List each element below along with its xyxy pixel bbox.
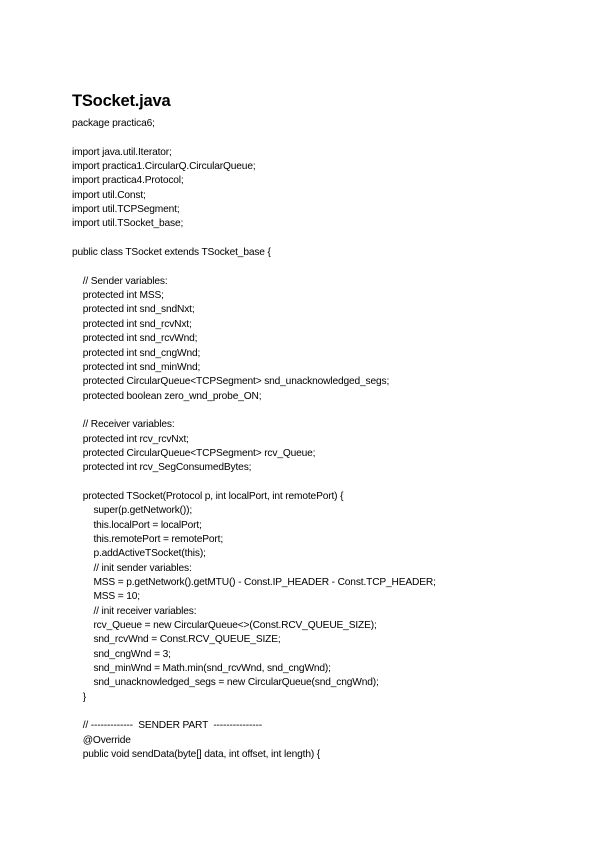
code-line: package practica6; (72, 118, 155, 129)
code-line: import util.TCPSegment; (72, 204, 180, 216)
code-line: MSS = p.getNetwork().getMTU() - Const.IP_HEADER - Const.TCP_HEADER; (72, 577, 436, 588)
code-line: protected boolean zero_wnd_probe_ON; (72, 390, 262, 402)
code-line: // Receiver variables: (72, 419, 175, 431)
code-line: public void sendData(byte[] data, int offset, int length) { (72, 749, 321, 761)
code-line: protected TSocket(Protocol p, int localPort, int remotePort) { (72, 490, 344, 502)
code-line: this.remotePort = remotePort; (72, 533, 223, 545)
code-line: super(p.getNetwork()); (72, 505, 193, 517)
code-line: snd_cngWnd = 3; (72, 648, 171, 660)
code-line: import practica1.CircularQ.CircularQueue; (72, 161, 256, 173)
code-line (72, 260, 572, 274)
code-line: protected int MSS; (72, 290, 164, 302)
code-line: // init sender variables: (72, 562, 192, 574)
code-line (72, 131, 572, 145)
source-code (72, 117, 572, 762)
code-line (72, 476, 572, 490)
code-line (72, 404, 572, 418)
code-line: protected int snd_minWnd; (72, 361, 201, 373)
code-line: // Sender variables: (72, 275, 168, 287)
code-line: // ------------- SENDER PART --------------- (72, 720, 262, 732)
code-line: import util.TSocket_base; (72, 218, 184, 230)
code-line: protected CircularQueue<TCPSegment> snd_unacknowledged_segs; (72, 376, 390, 388)
code-line (72, 232, 572, 246)
code-line: protected int snd_rcvWnd; (72, 333, 198, 345)
code-line: @Override (72, 734, 131, 746)
code-line: this.localPort = localPort; (72, 519, 202, 531)
code-line: MSS = 10; (72, 591, 140, 603)
code-line: rcv_Queue = new CircularQueue<>(Const.RCV_QUEUE_SIZE); (72, 620, 377, 632)
code-line: protected int snd_cngWnd; (72, 347, 201, 359)
code-line: protected CircularQueue<TCPSegment> rcv_Queue; (72, 447, 316, 459)
code-line: p.addActiveTSocket(this); (72, 548, 206, 560)
code-line: snd_rcvWnd = Const.RCV_QUEUE_SIZE; (72, 634, 281, 646)
code-line: import practica4.Protocol; (72, 175, 184, 187)
code-line: import util.Const; (72, 189, 146, 201)
code-line: import java.util.Iterator; (72, 146, 172, 158)
code-line: public class TSocket extends TSocket_base { (72, 247, 271, 259)
code-line: snd_unacknowledged_segs = new CircularQueue(snd_cngWnd); (72, 677, 379, 689)
code-line: protected int snd_sndNxt; (72, 304, 195, 316)
code-line: // init receiver variables: (72, 605, 197, 617)
code-line: } (72, 691, 86, 703)
code-line (72, 705, 572, 719)
code-line: protected int rcv_SegConsumedBytes; (72, 462, 252, 474)
code-line: protected int rcv_rcvNxt; (72, 433, 189, 445)
document-title: TSocket.java (72, 92, 171, 110)
code-line: snd_minWnd = Math.min(snd_rcvWnd, snd_cngWnd); (72, 663, 331, 675)
code-line: protected int snd_rcvNxt; (72, 318, 192, 330)
